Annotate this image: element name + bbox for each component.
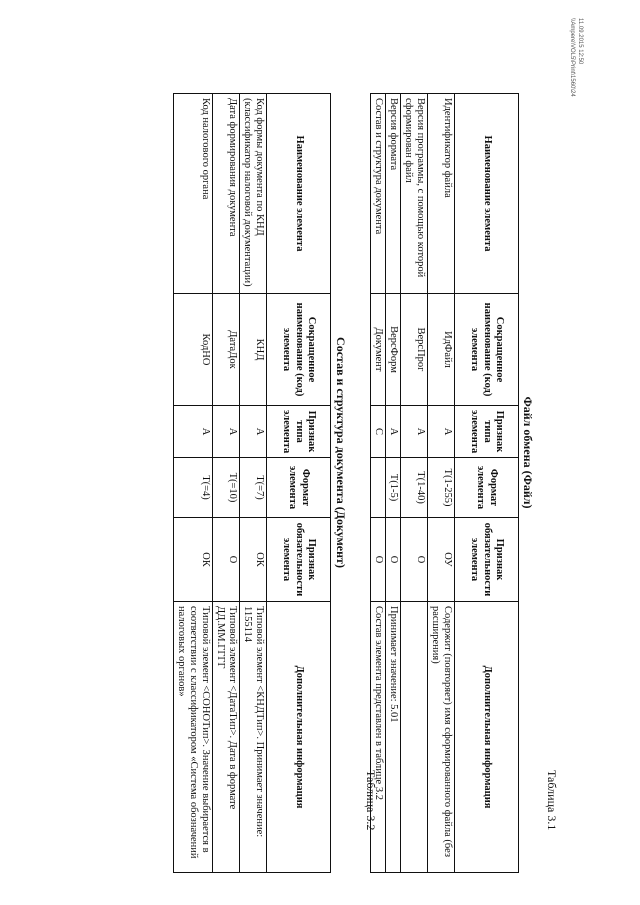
table-row bbox=[173, 94, 212, 873]
cell-name: Версия формата bbox=[385, 94, 400, 294]
cell-type: А bbox=[173, 406, 212, 458]
column-header: Сокращенное наименование (код) элемента bbox=[455, 294, 519, 406]
cell-name: Код налогового органа bbox=[173, 94, 212, 294]
cell-required: ОК bbox=[239, 518, 266, 602]
cell-format bbox=[370, 458, 385, 518]
table-3-1 bbox=[370, 93, 519, 873]
table-header-row bbox=[455, 94, 519, 873]
column-header: Наименование элемента bbox=[455, 94, 519, 294]
table-row bbox=[427, 94, 454, 873]
cell-type: А bbox=[427, 406, 454, 458]
table-header-row bbox=[267, 94, 331, 873]
cell-info: Принимает значение: 5.01 bbox=[385, 602, 400, 873]
table-row bbox=[239, 94, 266, 873]
column-header: Формат элемента bbox=[455, 458, 519, 518]
column-header: Признак обязательности элемента bbox=[455, 518, 519, 602]
cell-name: Дата формирования документа bbox=[212, 94, 239, 294]
cell-code: ДатаДок bbox=[212, 294, 239, 406]
cell-code: КНД bbox=[239, 294, 266, 406]
table-row bbox=[385, 94, 400, 873]
cell-info bbox=[400, 602, 427, 873]
cell-code: ИдФайл bbox=[427, 294, 454, 406]
cell-type: А bbox=[385, 406, 400, 458]
cell-type: С bbox=[370, 406, 385, 458]
table-3-1-title: Файл обмена (Файл) bbox=[521, 396, 535, 509]
cell-info: Типовой элемент <СОНОТип>. Значение выбирается в соответствии с классификатором «Система обозначений налоговых органов» bbox=[173, 602, 212, 873]
cell-format: T(=7) bbox=[239, 458, 266, 518]
cell-required: О bbox=[212, 518, 239, 602]
cell-info: Типовой элемент <ДатаТип>. Дата в формате ДД.ММ.ГГГГ bbox=[212, 602, 239, 873]
column-header: Дополнительная информация bbox=[455, 602, 519, 873]
cell-format: T(1-5) bbox=[385, 458, 400, 518]
cell-code: КодНО bbox=[173, 294, 212, 406]
cell-required: ОУ bbox=[427, 518, 454, 602]
cell-format: T(=10) bbox=[212, 458, 239, 518]
table-row bbox=[400, 94, 427, 873]
column-header: Признак обязательности элемента bbox=[267, 518, 331, 602]
cell-name: Версия программы, с помощью которой сформирован файл bbox=[400, 94, 427, 294]
cell-name: Идентификатор файла bbox=[427, 94, 454, 294]
cell-format: T(=4) bbox=[173, 458, 212, 518]
column-header: Наименование элемента bbox=[267, 94, 331, 294]
cell-name: Состав и структура документа bbox=[370, 94, 385, 294]
column-header: Признак типа элемента bbox=[267, 406, 331, 458]
cell-format: T(1-40) bbox=[400, 458, 427, 518]
print-stamp bbox=[567, 18, 583, 168]
column-header: Дополнительная информация bbox=[267, 602, 331, 873]
cell-info: Типовой элемент <КНДТип>. Принимает значение: 1155114 bbox=[239, 602, 266, 873]
cell-info: Содержит (повторяет) имя сформированного файла (без расширения) bbox=[427, 602, 454, 873]
table-3-2-caption: Таблица 3.2 bbox=[364, 770, 378, 831]
print-stamp-datetime: 11.09.2015 12:50 bbox=[577, 18, 583, 65]
cell-required: ОК bbox=[173, 518, 212, 602]
table-3-1-caption: Таблица 3.1 bbox=[545, 770, 559, 831]
print-stamp-path: \\Ampere\VOL5\Print\1560\24 bbox=[569, 18, 576, 97]
cell-code: ВерсФорм bbox=[385, 294, 400, 406]
cell-required: О bbox=[385, 518, 400, 602]
table-row bbox=[370, 94, 385, 873]
cell-type: А bbox=[400, 406, 427, 458]
table-row bbox=[212, 94, 239, 873]
cell-code: ВерсПрог bbox=[400, 294, 427, 406]
cell-code: Документ bbox=[370, 294, 385, 406]
table-3-2 bbox=[173, 93, 331, 873]
cell-required: О bbox=[400, 518, 427, 602]
cell-type: А bbox=[212, 406, 239, 458]
cell-info: Состав элемента представлен в таблице 3.2 bbox=[370, 602, 385, 873]
cell-type: А bbox=[239, 406, 266, 458]
column-header: Формат элемента bbox=[267, 458, 331, 518]
cell-required: О bbox=[370, 518, 385, 602]
cell-name: Код формы документа по КНД (классификатор налоговой документации) bbox=[239, 94, 266, 294]
column-header: Сокращенное наименование (код) элемента bbox=[267, 294, 331, 406]
table-3-2-title: Состав и структура документа (Документ) bbox=[334, 337, 348, 568]
column-header: Признак типа элемента bbox=[455, 406, 519, 458]
cell-format: T(1-255) bbox=[427, 458, 454, 518]
